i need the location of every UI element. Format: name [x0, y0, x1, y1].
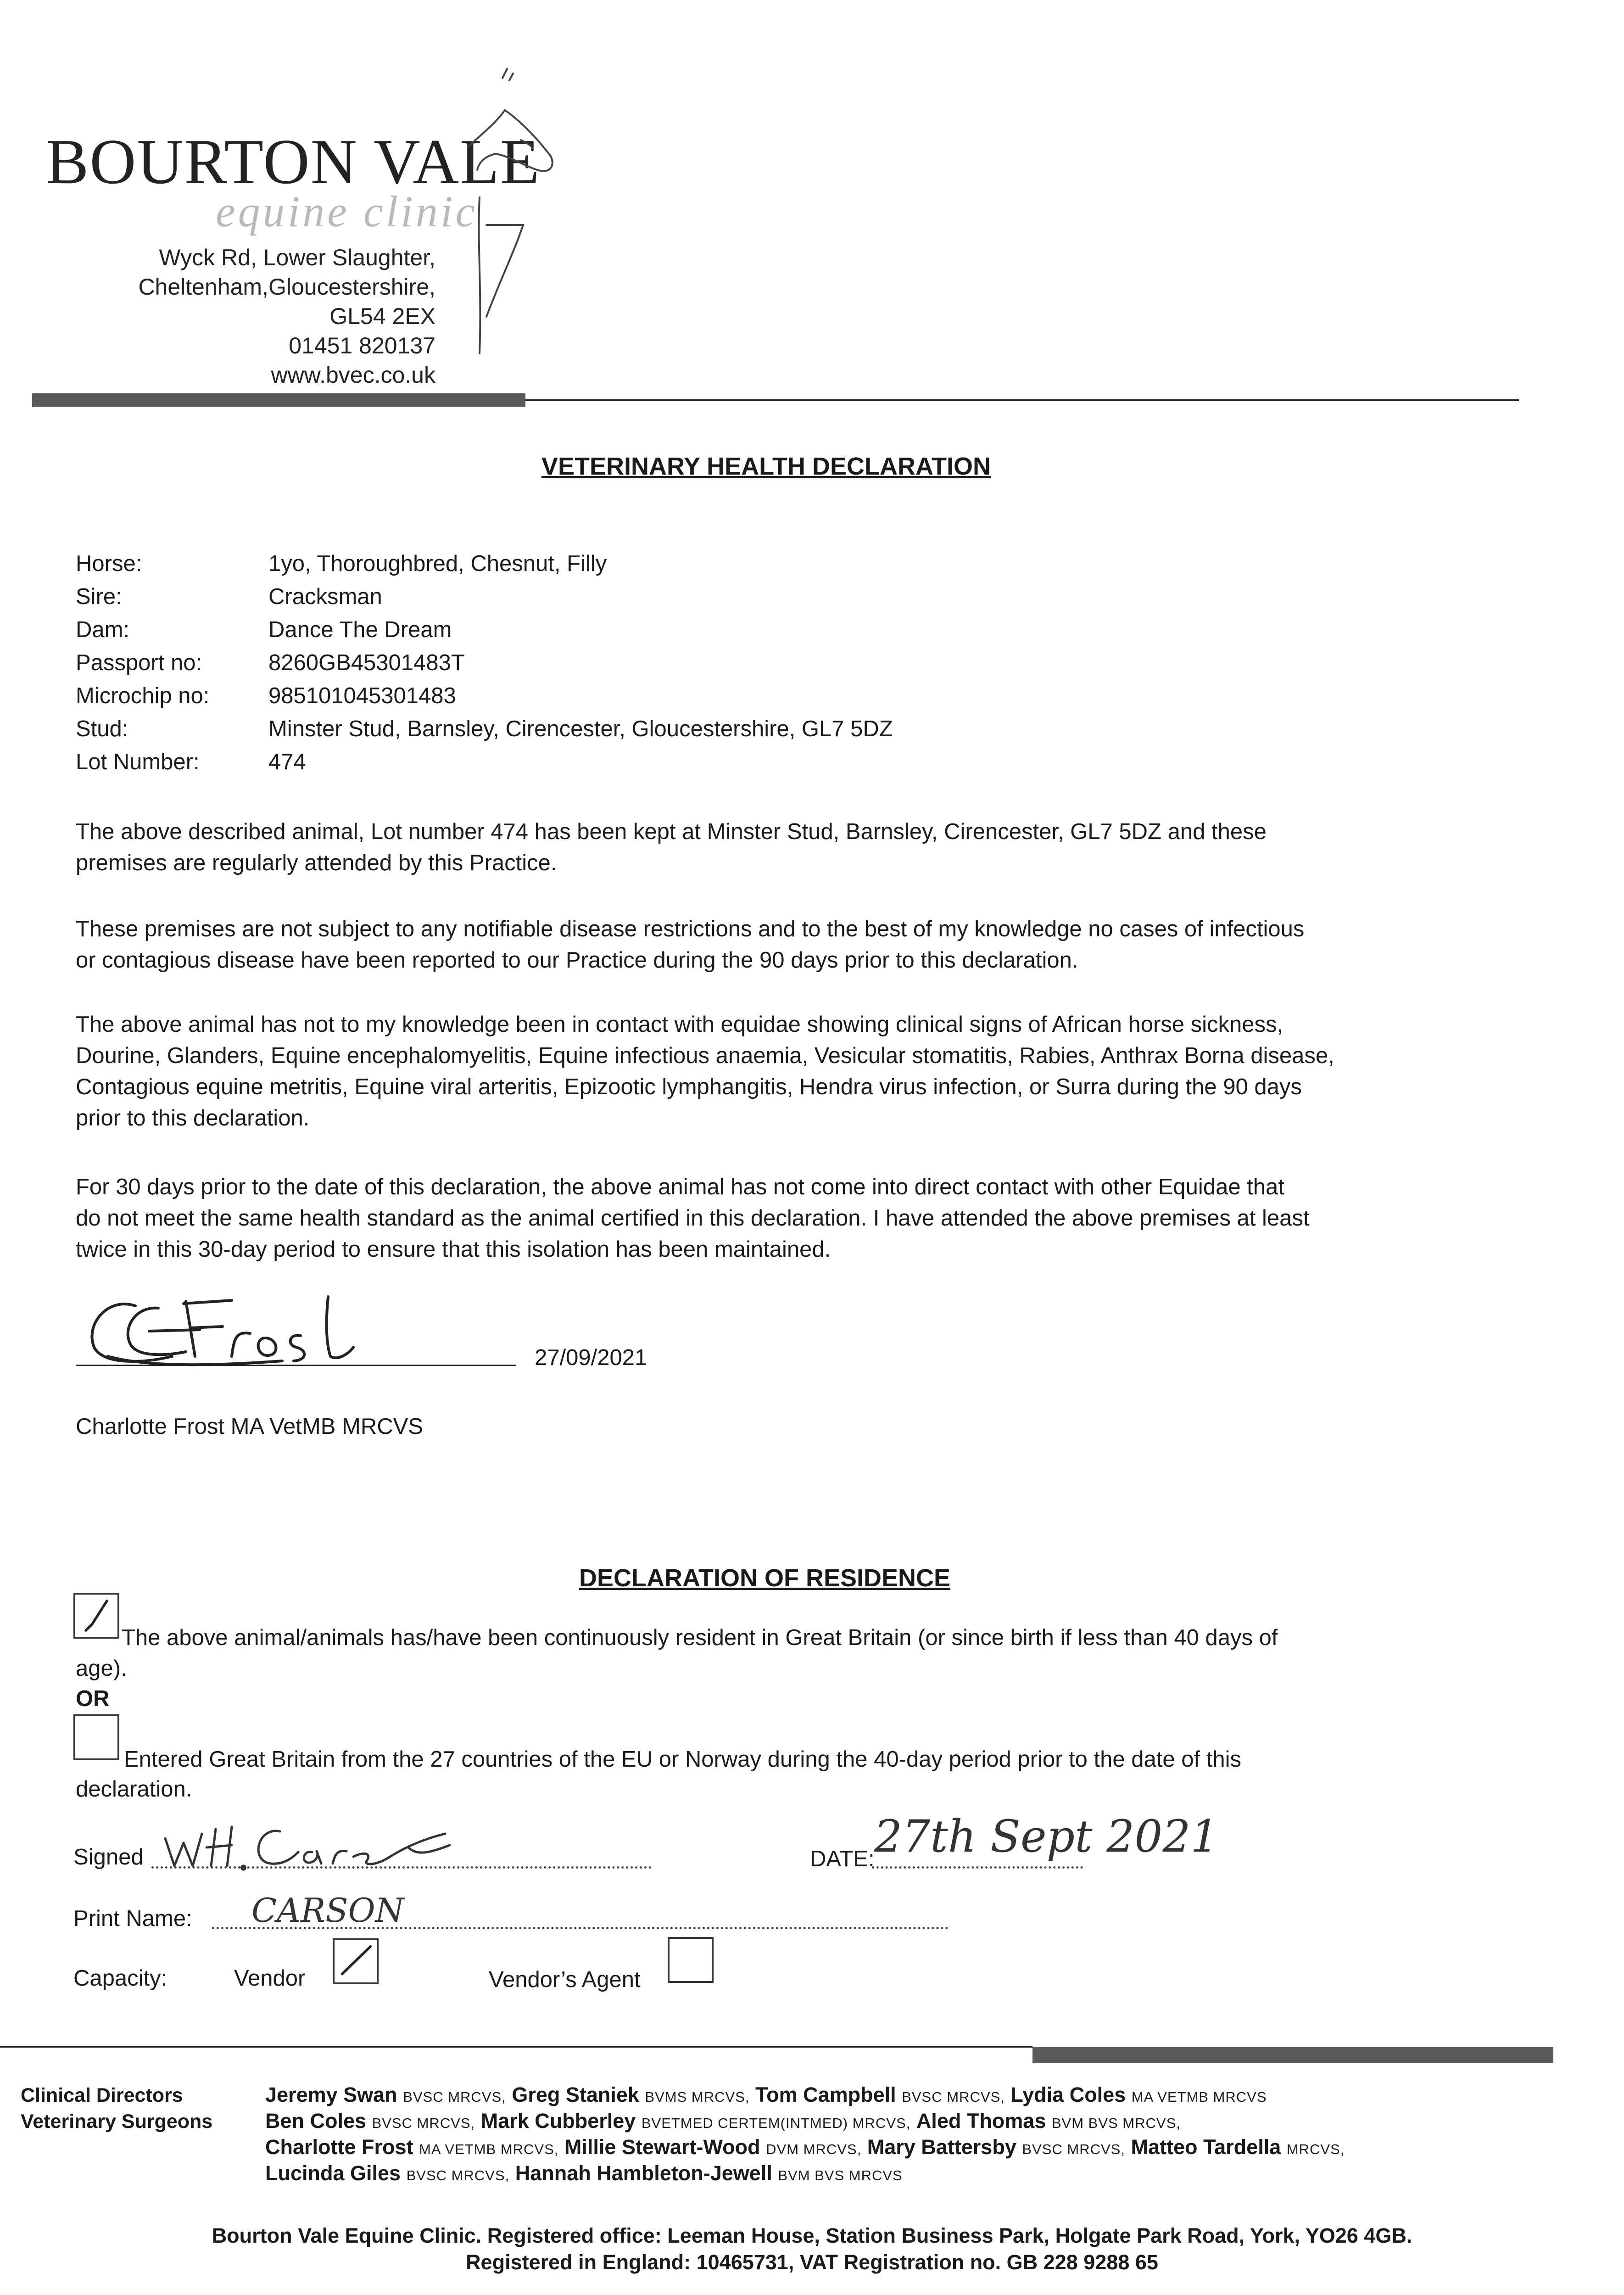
residence-declaration-title: DECLARATION OF RESIDENCE	[579, 1564, 951, 1592]
staff-name: Hannah Hambleton-Jewell	[515, 2161, 772, 2185]
clinic-logo-name: BOURTON VALE	[46, 126, 541, 197]
paragraph-no-contact-diseases: The above animal has not to my knowledge been in contact with equidae showing clinical signs of African horse sickness, Dourine, Glanders, Equine encephalomyelitis, Equine infectious anaemia, Vesicular stomatitis, Rabies, Anthrax Borna disease, Contagious equine metritis, Equine viral arteritis, Epizootic lymphangitis, Hendra virus infection, or Surra during the 90 days prior to this declaration.	[76, 1012, 1334, 1131]
staff-qualification: BVSC MRCVS,	[372, 2115, 475, 2131]
resident-option-line-2: age).	[76, 1656, 127, 1681]
registered-office: Bourton Vale Equine Clinic. Registered office: Leeman House, Station Business Park, Holgate Park Road, York, YO26 4GB.	[212, 2224, 1412, 2247]
staff-name: Mark Cubberley	[480, 2109, 636, 2133]
staff-name: Jeremy Swan	[265, 2083, 397, 2106]
checkmark-icon	[335, 1940, 377, 1982]
vendor-label: Vendor	[234, 1966, 306, 1991]
staff-line	[265, 2109, 1181, 2133]
health-declaration-title: VETERINARY HEALTH DECLARATION	[541, 453, 991, 480]
clinic-logo-subtitle: equine clinic	[216, 187, 478, 236]
footer-rule-thick	[1032, 2047, 1553, 2063]
vendor-checkbox[interactable]	[333, 1938, 379, 1984]
sire-label: Sire:	[76, 584, 122, 609]
entered-from-eu-checkbox[interactable]	[73, 1714, 119, 1760]
staff-qualification: BVMS MRCVS,	[645, 2089, 750, 2105]
staff-qualification: BVETMED CERTEM(INTMED) MRCVS,	[641, 2115, 911, 2131]
handwritten-print-name: CARSON	[251, 1891, 404, 1930]
stud-label: Stud:	[76, 716, 128, 741]
staff-qualification: BVM BVS MRCVS,	[1051, 2115, 1181, 2131]
signed-label: Signed	[73, 1845, 144, 1870]
dam-value: Dance The Dream	[268, 617, 452, 642]
horse-head-logo	[468, 60, 574, 363]
resident-option-line-1: The above animal/animals has/have been continuously resident in Great Britain (or since birth if less than 40 days of	[122, 1625, 1278, 1650]
veterinary-surgeons-label: Veterinary Surgeons	[21, 2110, 213, 2133]
staff-name: Tom Campbell	[755, 2083, 896, 2106]
vendors-agent-checkbox[interactable]	[668, 1937, 714, 1983]
stud-value: Minster Stud, Barnsley, Cirencester, Gloucestershire, GL7 5DZ	[268, 716, 893, 741]
eu-option-line-2: declaration.	[76, 1777, 192, 1802]
vet-name: Charlotte Frost MA VetMB MRCVS	[76, 1414, 423, 1439]
staff-qualification: MA VETMB MRCVS	[1131, 2089, 1267, 2105]
print-name-label: Print Name:	[73, 1906, 192, 1931]
vet-declaration-date: 27/09/2021	[535, 1345, 647, 1370]
staff-name: Aled Thomas	[916, 2109, 1046, 2133]
company-registration: Registered in England: 10465731, VAT Registration no. GB 228 9288 65	[466, 2250, 1158, 2274]
staff-name: Millie Stewart-Wood	[564, 2135, 760, 2159]
vet-signature-line	[76, 1365, 516, 1366]
staff-name: Lydia Coles	[1010, 2083, 1126, 2106]
microchip-label: Microchip no:	[76, 683, 210, 708]
vendors-agent-label: Vendor’s Agent	[489, 1967, 641, 1992]
staff-qualification: BVSC MRCVS,	[1022, 2141, 1125, 2157]
phone-number: 01451 820137	[289, 333, 435, 358]
staff-qualification: BVSC MRCVS,	[403, 2089, 506, 2105]
passport-label: Passport no:	[76, 650, 202, 675]
paragraph-isolation: For 30 days prior to the date of this declaration, the above animal has not come into direct contact with other Equidae that do not meet the same health standard as the animal certified in this declaration. I have attended the above premises at least twice in this 30-day period to ensure that this isolation has been maintained.	[76, 1175, 1310, 1262]
dam-label: Dam:	[76, 617, 130, 642]
paragraph-kept-at: The above described animal, Lot number 474 has been kept at Minster Stud, Barnsley, Cirencester, GL7 5DZ and these premises are regularly attended by this Practice.	[76, 819, 1267, 875]
staff-qualification: BVM BVS MRCVS	[778, 2167, 903, 2183]
staff-name: Lucinda Giles	[265, 2161, 401, 2185]
staff-qualification: MRCVS,	[1286, 2141, 1345, 2157]
vendor-signature	[151, 1802, 459, 1875]
checkmark-icon	[75, 1595, 117, 1637]
address-line: Cheltenham,Gloucestershire,	[138, 274, 435, 300]
staff-name: Greg Staniek	[512, 2083, 639, 2106]
footer-rule-thin	[0, 2046, 1032, 2048]
passport-value: 8260GB45301483T	[268, 650, 465, 675]
horse-label: Horse:	[76, 551, 142, 576]
paragraph-no-restrictions: These premises are not subject to any notifiable disease restrictions and to the best of my knowledge no cases of infectious or contagious disease have been reported to our Practice during the 90 days prior to this declaration.	[76, 917, 1305, 973]
or-separator: OR	[76, 1686, 110, 1711]
staff-line	[265, 2161, 903, 2185]
staff-line	[265, 2135, 1345, 2159]
staff-name: Matteo Tardella	[1131, 2135, 1281, 2159]
staff-qualification: BVSC MRCVS,	[406, 2167, 510, 2183]
header-rule-thick	[32, 393, 525, 407]
header-rule-thin	[525, 399, 1519, 401]
staff-line	[265, 2083, 1267, 2107]
staff-qualification: BVSC MRCVS,	[902, 2089, 1005, 2105]
date-label: DATE:	[810, 1847, 875, 1871]
vet-signature	[80, 1287, 365, 1375]
handwritten-date: 27th Sept 2021	[874, 1811, 1219, 1862]
date-dotted-line	[872, 1866, 1083, 1869]
capacity-label: Capacity:	[73, 1966, 167, 1991]
address-line: GL54 2EX	[329, 303, 435, 329]
sire-value: Cracksman	[268, 584, 382, 609]
horse-value: 1yo, Thoroughbred, Chesnut, Filly	[268, 551, 607, 576]
address-line: Wyck Rd, Lower Slaughter,	[159, 245, 435, 270]
eu-option-line-1: Entered Great Britain from the 27 countries of the EU or Norway during the 40-day period prior to the date of this	[124, 1747, 1241, 1772]
resident-in-gb-checkbox[interactable]	[73, 1593, 119, 1639]
clinical-directors-label: Clinical Directors	[21, 2084, 183, 2106]
staff-name: Charlotte Frost	[265, 2135, 413, 2159]
staff-name: Ben Coles	[265, 2109, 367, 2133]
lot-number-label: Lot Number:	[76, 750, 200, 774]
website: www.bvec.co.uk	[271, 362, 435, 388]
staff-qualification: DVM MRCVS,	[766, 2141, 862, 2157]
staff-name: Mary Battersby	[867, 2135, 1016, 2159]
lot-number-value: 474	[268, 750, 306, 774]
microchip-value: 985101045301483	[268, 683, 456, 708]
staff-qualification: MA VETMB MRCVS,	[419, 2141, 559, 2157]
